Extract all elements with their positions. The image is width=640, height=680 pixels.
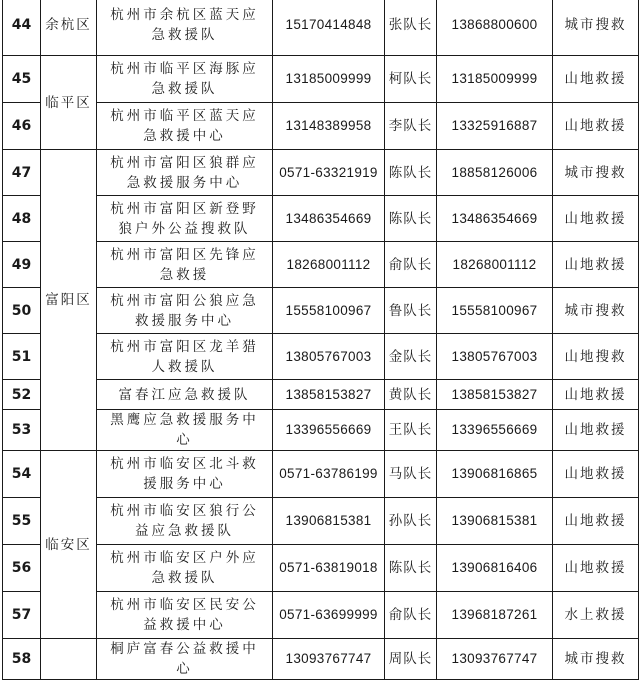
table-row <box>3 545 639 592</box>
organization-name: 杭州市余杭区蓝天应急救援队 <box>97 0 273 56</box>
leader-phone: 13868800600 <box>437 0 553 56</box>
rescue-type: 城市搜救 <box>553 150 639 196</box>
row-number: 50 <box>3 288 41 334</box>
rescue-type: 山地救援 <box>553 451 639 498</box>
leader-name: 黄队长 <box>385 380 437 410</box>
organization-name: 桐庐富春公益救援中心 <box>97 639 273 680</box>
district-cell: 临平区 <box>41 56 97 150</box>
leader-name: 马队长 <box>385 451 437 498</box>
leader-phone: 13906816865 <box>437 451 553 498</box>
organization-name: 杭州市临安区狼行公益应急救援队 <box>97 498 273 545</box>
organization-phone: 13148389958 <box>273 103 385 150</box>
organization-name: 杭州市临安区北斗救援服务中心 <box>97 451 273 498</box>
table-row <box>3 410 639 451</box>
table-row <box>3 150 639 196</box>
leader-name: 俞队长 <box>385 242 437 288</box>
table-row <box>3 380 639 410</box>
leader-name: 陈队长 <box>385 196 437 242</box>
rescue-type: 山地救援 <box>553 56 639 103</box>
leader-phone: 13805767003 <box>437 334 553 380</box>
leader-phone: 13093767747 <box>437 639 553 680</box>
table-row <box>3 0 639 56</box>
rescue-type: 山地救援 <box>553 103 639 150</box>
organization-phone: 13858153827 <box>273 380 385 410</box>
rescue-type: 山地搜救 <box>553 334 639 380</box>
organization-name: 杭州市富阳区龙羊猎人救援队 <box>97 334 273 380</box>
row-number: 57 <box>3 592 41 639</box>
organization-name: 杭州市临平区蓝天应急救援中心 <box>97 103 273 150</box>
rescue-type: 水上救援 <box>553 592 639 639</box>
rescue-type: 山地救援 <box>553 498 639 545</box>
row-number: 45 <box>3 56 41 103</box>
rescue-type: 山地救援 <box>553 545 639 592</box>
leader-name: 李队长 <box>385 103 437 150</box>
row-number: 47 <box>3 150 41 196</box>
leader-phone: 13906816406 <box>437 545 553 592</box>
row-number: 54 <box>3 451 41 498</box>
leader-phone: 13396556669 <box>437 410 553 451</box>
row-number: 44 <box>3 0 41 56</box>
table-row <box>3 56 639 103</box>
organization-name: 杭州市临安区户外应急救援队 <box>97 545 273 592</box>
row-number: 46 <box>3 103 41 150</box>
row-number: 48 <box>3 196 41 242</box>
rescue-type: 城市搜救 <box>553 639 639 680</box>
leader-name: 张队长 <box>385 0 437 56</box>
leader-phone: 13185009999 <box>437 56 553 103</box>
district-cell <box>41 639 97 680</box>
leader-phone: 18858126006 <box>437 150 553 196</box>
table-row <box>3 196 639 242</box>
organization-name: 杭州市富阳区新登野狼户外公益搜救队 <box>97 196 273 242</box>
leader-phone: 13858153827 <box>437 380 553 410</box>
leader-name: 孙队长 <box>385 498 437 545</box>
leader-phone: 18268001112 <box>437 242 553 288</box>
leader-phone: 13486354669 <box>437 196 553 242</box>
row-number: 51 <box>3 334 41 380</box>
leader-phone: 13906815381 <box>437 498 553 545</box>
organization-name: 富春江应急救援队 <box>97 380 273 410</box>
rescue-type: 山地救援 <box>553 242 639 288</box>
table-row <box>3 592 639 639</box>
table-row <box>3 288 639 334</box>
organization-phone: 13486354669 <box>273 196 385 242</box>
leader-name: 王队长 <box>385 410 437 451</box>
organization-name: 杭州市临平区海豚应急救援队 <box>97 56 273 103</box>
leader-name: 俞队长 <box>385 592 437 639</box>
organization-name: 黑鹰应急救援服务中心 <box>97 410 273 451</box>
leader-phone: 15558100967 <box>437 288 553 334</box>
leader-name: 陈队长 <box>385 545 437 592</box>
organization-phone: 0571-63819018 <box>273 545 385 592</box>
organization-name: 杭州市富阳区先锋应急救援 <box>97 242 273 288</box>
organization-phone: 0571-63699999 <box>273 592 385 639</box>
leader-phone: 13325916887 <box>437 103 553 150</box>
table-row <box>3 334 639 380</box>
organization-phone: 0571-63321919 <box>273 150 385 196</box>
organization-phone: 15558100967 <box>273 288 385 334</box>
table-row <box>3 451 639 498</box>
leader-name: 鲁队长 <box>385 288 437 334</box>
organization-name: 杭州市临安区民安公益救援中心 <box>97 592 273 639</box>
row-number: 49 <box>3 242 41 288</box>
row-number: 58 <box>3 639 41 680</box>
row-number: 52 <box>3 380 41 410</box>
organization-phone: 18268001112 <box>273 242 385 288</box>
rescue-type: 山地救援 <box>553 410 639 451</box>
table-row <box>3 498 639 545</box>
leader-name: 柯队长 <box>385 56 437 103</box>
organization-phone: 13185009999 <box>273 56 385 103</box>
organization-phone: 13396556669 <box>273 410 385 451</box>
row-number: 56 <box>3 545 41 592</box>
rescue-type: 城市搜救 <box>553 0 639 56</box>
organization-phone: 0571-63786199 <box>273 451 385 498</box>
organization-phone: 13805767003 <box>273 334 385 380</box>
row-number: 53 <box>3 410 41 451</box>
rescue-type: 山地救援 <box>553 196 639 242</box>
leader-name: 金队长 <box>385 334 437 380</box>
organization-phone: 15170414848 <box>273 0 385 56</box>
rescue-type: 山地救援 <box>553 380 639 410</box>
row-number: 55 <box>3 498 41 545</box>
rescue-type: 城市搜救 <box>553 288 639 334</box>
organization-phone: 13093767747 <box>273 639 385 680</box>
table-row <box>3 103 639 150</box>
district-cell: 富阳区 <box>41 150 97 451</box>
rescue-team-table <box>2 0 639 680</box>
organization-name: 杭州市富阳公狼应急救援服务中心 <box>97 288 273 334</box>
table-row <box>3 639 639 680</box>
leader-phone: 13968187261 <box>437 592 553 639</box>
table-row <box>3 242 639 288</box>
district-cell: 余杭区 <box>41 0 97 56</box>
organization-phone: 13906815381 <box>273 498 385 545</box>
leader-name: 陈队长 <box>385 150 437 196</box>
organization-name: 杭州市富阳区狼群应急救援服务中心 <box>97 150 273 196</box>
district-cell: 临安区 <box>41 451 97 639</box>
leader-name: 周队长 <box>385 639 437 680</box>
